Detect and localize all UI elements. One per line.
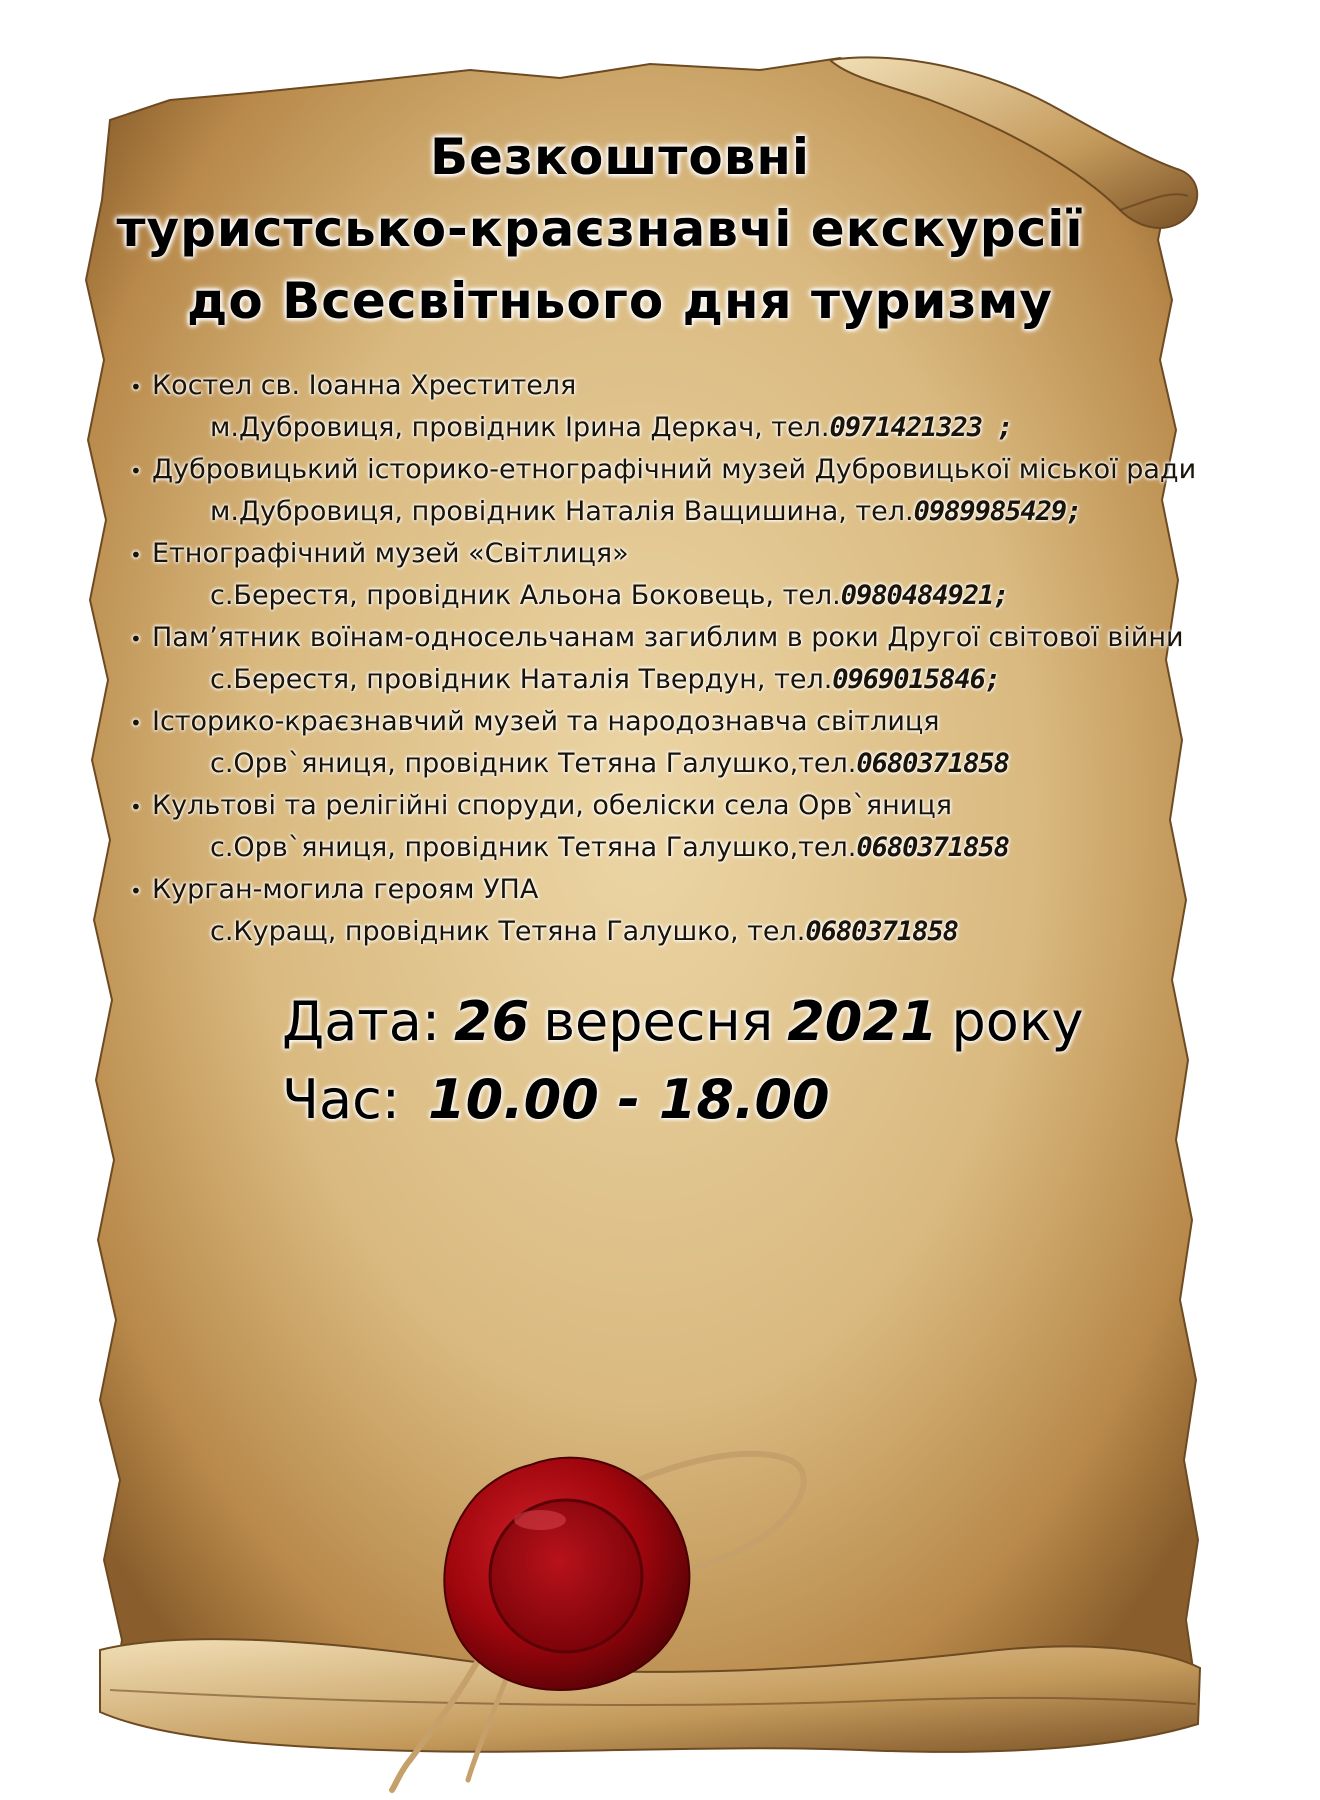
detail-text: м.Дубровиця, провідник Ірина Деркач, тел. bbox=[210, 412, 830, 443]
list-item bbox=[130, 533, 1210, 617]
detail-text: с.Берестя, провідник Альона Боковець, тел. bbox=[210, 580, 841, 611]
phone-number: 0969015846; bbox=[832, 664, 1001, 695]
detail-text: с.Берестя, провідник Наталія Твердун, тел. bbox=[210, 664, 833, 695]
title-line-2: туристсько-краєзнавчі екскурсії bbox=[116, 200, 1084, 258]
excursion-detail bbox=[130, 491, 1210, 533]
list-item bbox=[130, 449, 1210, 533]
excursion-list bbox=[130, 365, 1210, 953]
phone-number: 0989985429; bbox=[913, 496, 1082, 527]
excursion-detail bbox=[130, 911, 1210, 953]
list-item bbox=[130, 869, 1210, 953]
date-day: 26 bbox=[454, 990, 530, 1053]
list-item bbox=[130, 785, 1210, 869]
excursion-detail bbox=[130, 407, 1210, 449]
title-line-3: до Всесвітнього дня туризму bbox=[187, 272, 1053, 330]
date-line bbox=[282, 990, 1083, 1053]
detail-text: с.Орв`яниця, провідник Тетяна Галушко,тел. bbox=[210, 748, 857, 779]
date-suffix: року bbox=[951, 990, 1084, 1053]
excursion-name: • Курган-могила героям УПА bbox=[130, 869, 1210, 911]
date-month: вересня bbox=[543, 990, 774, 1053]
excursion-detail bbox=[130, 659, 1210, 701]
detail-text: с.Орв`яниця, провідник Тетяна Галушко,тел. bbox=[210, 832, 857, 863]
list-item bbox=[130, 617, 1210, 701]
excursion-name: • Костел св. Іоанна Хрестителя bbox=[130, 365, 1210, 407]
date-year: 2021 bbox=[787, 990, 938, 1053]
excursion-name: • Історико-краєзнавчий музей та народознавча світлиця bbox=[130, 701, 1210, 743]
time-line bbox=[282, 1068, 830, 1131]
excursion-detail bbox=[130, 827, 1210, 869]
wax-seal bbox=[444, 1458, 689, 1690]
time-label: Час: bbox=[282, 1068, 400, 1131]
excursion-name: • Пам’ятник воїнам-односельчанам загиблим в роки Другої світової війни bbox=[130, 617, 1210, 659]
excursion-detail bbox=[130, 743, 1210, 785]
phone-number: 0680371858 bbox=[856, 832, 1009, 863]
phone-number: 0680371858 bbox=[805, 916, 958, 947]
phone-number: 0971421323 ; bbox=[829, 412, 1013, 443]
excursion-name: • Культові та релігійні споруди, обеліски села Орв`яниця bbox=[130, 785, 1210, 827]
excursion-name: • Дубровицький історико-етнографічний музей Дубровицької міської ради bbox=[130, 449, 1210, 491]
time-value: 10.00 - 18.00 bbox=[428, 1068, 830, 1131]
phone-number: 0980484921; bbox=[840, 580, 1009, 611]
detail-text: м.Дубровиця, провідник Наталія Ващишина, тел. bbox=[210, 496, 914, 527]
phone-number: 0680371858 bbox=[856, 748, 1009, 779]
detail-text: с.Куращ, провідник Тетяна Галушко, тел. bbox=[210, 916, 806, 947]
excursion-detail bbox=[130, 575, 1210, 617]
list-item bbox=[130, 365, 1210, 449]
excursion-name: • Етнографічний музей «Світлиця» bbox=[130, 533, 1210, 575]
date-label: Дата: bbox=[282, 990, 441, 1053]
list-item bbox=[130, 701, 1210, 785]
title-line-1: Безкоштовні bbox=[429, 128, 811, 186]
